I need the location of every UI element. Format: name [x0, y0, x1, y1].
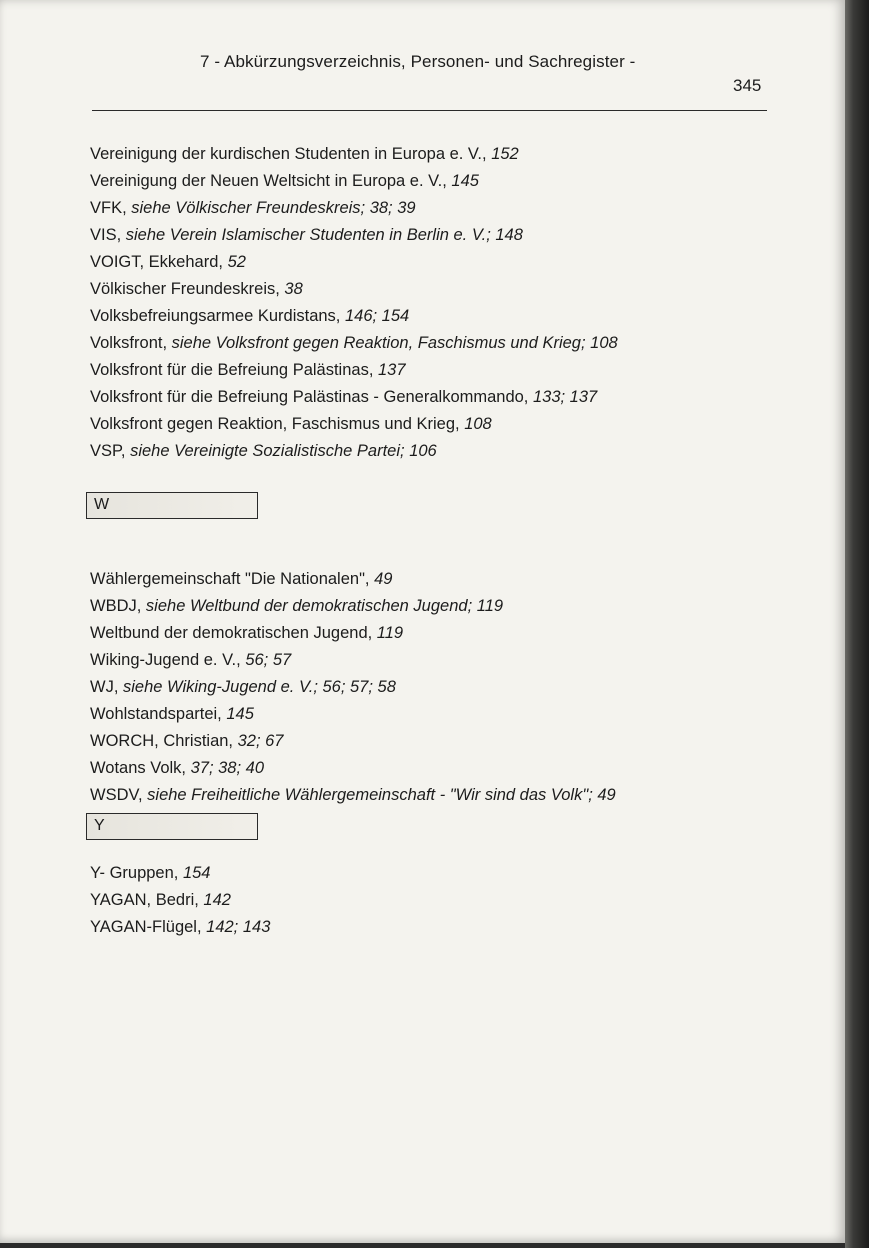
entry-pages: 49: [597, 786, 616, 804]
index-section-v: [90, 141, 618, 465]
entry-term: WSDV,: [90, 786, 148, 804]
index-entry: [90, 701, 616, 728]
index-entry: [90, 566, 616, 593]
entry-term: VIS,: [90, 226, 126, 244]
entry-term: Volksfront für die Befreiung Palästinas - Generalkommando,: [90, 388, 533, 406]
entry-term: Wählergemeinschaft "Die Nationalen",: [90, 570, 375, 588]
entry-ref: siehe Weltbund der demokratischen Jugend;: [145, 597, 477, 615]
entry-term: Völkischer Freundeskreis,: [90, 280, 285, 298]
entry-pages: 145: [451, 172, 479, 190]
entry-pages: 37; 38; 40: [190, 759, 264, 777]
entry-pages: 145: [226, 705, 254, 723]
index-entry: [90, 755, 616, 782]
index-entry: [90, 782, 616, 809]
entry-ref: siehe Vereinigte Sozialistische Partei;: [130, 442, 410, 460]
entry-pages: 119: [376, 624, 404, 642]
index-entry: [90, 141, 618, 168]
entry-pages: 108: [464, 415, 492, 433]
index-entry: [90, 647, 616, 674]
entry-pages: 146; 154: [344, 307, 410, 325]
entry-term: WJ,: [90, 678, 123, 696]
entry-term: VSP,: [90, 442, 131, 460]
index-entry: [90, 674, 616, 701]
index-section-y: [90, 860, 270, 941]
entry-term: Volksbefreiungsarmee Kurdistans,: [90, 307, 345, 325]
entry-term: Volksfront,: [90, 334, 172, 352]
running-head: 7 - Abkürzungsverzeichnis, Personen- und Sachregister -: [200, 52, 636, 71]
index-entry: [90, 887, 270, 914]
letter-heading-y: [86, 813, 258, 840]
entry-term: YAGAN-Flügel,: [90, 918, 207, 936]
index-entry: [90, 330, 618, 357]
entry-ref: siehe Wiking-Jugend e. V.;: [123, 678, 323, 696]
entry-term: Wiking-Jugend e. V.,: [90, 651, 246, 669]
entry-pages: 52: [227, 253, 246, 271]
entry-pages: 142: [203, 891, 231, 909]
index-entry: [90, 276, 618, 303]
entry-pages: 152: [491, 145, 519, 163]
entry-ref: siehe Freiheitliche Wählergemeinschaft - "Wir sind das Volk";: [147, 786, 598, 804]
entry-pages: 32; 67: [237, 732, 284, 750]
entry-pages: 148: [495, 226, 523, 244]
entry-ref: siehe Verein Islamischer Studenten in Berlin e. V.;: [125, 226, 496, 244]
entry-term: YAGAN, Bedri,: [90, 891, 204, 909]
index-entry: [90, 384, 618, 411]
entry-pages: 49: [374, 570, 393, 588]
entry-term: Vereinigung der kurdischen Studenten in Europa e. V.,: [90, 145, 492, 163]
entry-term: Vereinigung der Neuen Weltsicht in Europa e. V.,: [90, 172, 452, 190]
entry-term: Y- Gruppen,: [90, 864, 183, 882]
entry-pages: 154: [182, 864, 211, 882]
entry-term: Volksfront gegen Reaktion, Faschismus und Krieg,: [90, 415, 465, 433]
letter-heading-label: Y: [94, 817, 105, 834]
letter-heading-w: [86, 492, 258, 519]
index-entry: [90, 249, 618, 276]
index-entry: [90, 303, 618, 330]
index-entry: [90, 914, 270, 941]
index-entry: [90, 411, 618, 438]
page-number: 345: [733, 76, 762, 95]
entry-term: Weltbund der demokratischen Jugend,: [90, 624, 377, 642]
entry-term: VFK,: [90, 199, 132, 217]
index-entry: [90, 438, 618, 465]
index-entry: [90, 357, 618, 384]
entry-pages: 38: [284, 280, 303, 298]
index-entry: [90, 728, 616, 755]
index-entry: [90, 593, 616, 620]
entry-pages: 119: [476, 597, 504, 615]
index-entry: [90, 195, 618, 222]
entry-term: WORCH, Christian,: [90, 732, 238, 750]
entry-term: WBDJ,: [90, 597, 146, 615]
index-entry: [90, 860, 270, 887]
entry-pages: 137: [378, 361, 406, 379]
entry-pages: 133; 137: [532, 388, 598, 406]
entry-term: Wohlstandspartei,: [90, 705, 227, 723]
entry-pages: 56; 57: [245, 651, 292, 669]
index-entry: [90, 620, 616, 647]
index-entry: [90, 168, 618, 195]
entry-ref: siehe Volksfront gegen Reaktion, Faschismus und Krieg;: [171, 334, 591, 352]
index-section-w: [90, 566, 616, 809]
header-rule: [92, 110, 767, 111]
entry-pages: 108: [590, 334, 618, 352]
index-entry: [90, 222, 618, 249]
page-binding-edge: [845, 0, 869, 1248]
entry-pages: 142; 143: [206, 918, 271, 936]
letter-heading-label: W: [94, 496, 110, 513]
entry-term: Wotans Volk,: [90, 759, 191, 777]
entry-pages: 38; 39: [369, 199, 416, 217]
entry-term: VOIGT, Ekkehard,: [90, 253, 228, 271]
entry-term: Volksfront für die Befreiung Palästinas,: [90, 361, 378, 379]
entry-pages: 106: [409, 442, 437, 460]
entry-pages: 56; 57; 58: [322, 678, 396, 696]
entry-ref: siehe Völkischer Freundeskreis;: [131, 199, 370, 217]
